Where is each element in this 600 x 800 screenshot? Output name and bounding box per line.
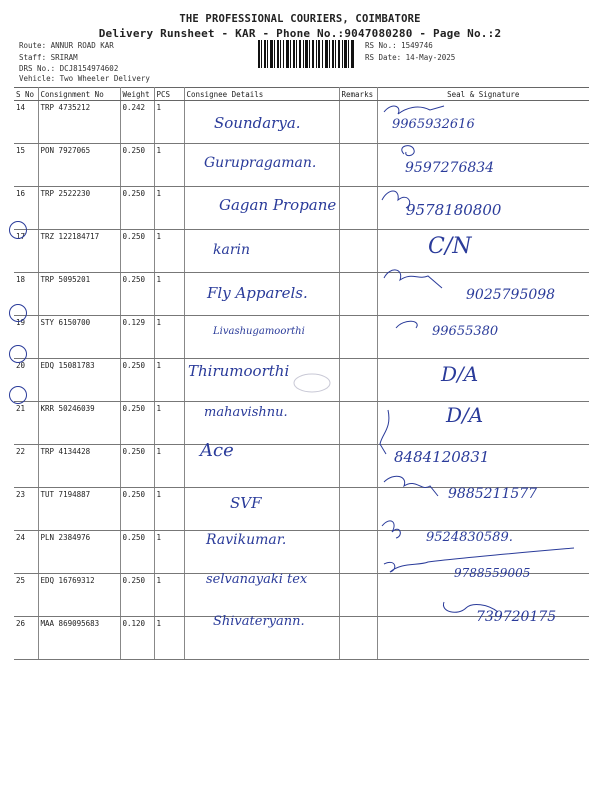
remarks-cell — [339, 187, 377, 230]
weight: 0.129 — [120, 316, 154, 359]
weight: 0.250 — [120, 187, 154, 230]
sno: 21 — [14, 402, 38, 445]
pcs: 1 — [154, 359, 184, 402]
pcs: 1 — [154, 445, 184, 488]
sno: 26 — [14, 617, 38, 660]
handwritten-circle — [9, 304, 27, 322]
rs-date: RS Date: 14-May-2025 — [365, 53, 456, 62]
weight: 0.250 — [120, 230, 154, 273]
staff-label: Staff: SRIRAM — [19, 53, 78, 62]
consignment-no: TRP 2522230 — [38, 187, 120, 230]
handwritten-signature: D/A — [446, 403, 484, 427]
sno: 18 — [14, 273, 38, 316]
consignment-no: MAA 869095683 — [38, 617, 120, 660]
remarks-cell — [339, 574, 377, 617]
rs-number: RS No.: 1549746 — [365, 41, 433, 50]
consignment-no: TRP 4134428 — [38, 445, 120, 488]
sno: 23 — [14, 488, 38, 531]
sno: 14 — [14, 101, 38, 144]
consignee-cell — [184, 316, 339, 359]
vehicle-label: Vehicle: Two Wheeler Delivery — [19, 74, 150, 83]
consignment-no: PON 7927065 — [38, 144, 120, 187]
handwritten-signature: 9578180800 — [406, 201, 502, 219]
handwritten-consignee: Thirumoorthi — [188, 362, 290, 380]
col-pcs: PCS — [154, 88, 184, 101]
consignment-no: TRP 4735212 — [38, 101, 120, 144]
handwritten-consignee: Gagan Propane — [219, 196, 337, 214]
col-signature: Seal & Signature — [377, 88, 589, 101]
remarks-cell — [339, 488, 377, 531]
sno: 22 — [14, 445, 38, 488]
pcs: 1 — [154, 101, 184, 144]
signature-scribbles — [378, 92, 590, 632]
consignment-no: EDQ 15081783 — [38, 359, 120, 402]
col-consignee: Consignee Details — [184, 88, 339, 101]
handwritten-signature: D/A — [441, 362, 479, 386]
pcs: 1 — [154, 531, 184, 574]
pcs: 1 — [154, 144, 184, 187]
pcs: 1 — [154, 488, 184, 531]
remarks-cell — [339, 273, 377, 316]
handwritten-circle — [9, 345, 27, 363]
handwritten-signature: 739720175 — [476, 609, 557, 625]
consignee-cell — [184, 574, 339, 617]
consignee-cell — [184, 617, 339, 660]
handwritten-signature: C/N — [428, 234, 472, 259]
handwritten-consignee: Gurupragaman. — [204, 155, 317, 171]
pcs: 1 — [154, 273, 184, 316]
consignee-cell — [184, 144, 339, 187]
remarks-cell — [339, 617, 377, 660]
remarks-cell — [339, 359, 377, 402]
faint-stamp — [292, 372, 332, 394]
pcs: 1 — [154, 574, 184, 617]
drs-number: DRS No.: DCJ8154974602 — [19, 64, 119, 73]
company-title: THE PROFESSIONAL COURIERS, COIMBATORE — [179, 13, 421, 25]
handwritten-signature: 9788559005 — [454, 566, 531, 580]
consignment-no: EDQ 16769312 — [38, 574, 120, 617]
sno: 17 — [14, 230, 38, 273]
consignment-no: TRZ 122184717 — [38, 230, 120, 273]
handwritten-consignee: karin — [213, 242, 251, 258]
handwritten-signature: 8484120831 — [394, 448, 490, 466]
consignee-cell — [184, 273, 339, 316]
route-label: Route: ANNUR ROAD KAR — [19, 41, 114, 50]
handwritten-consignee: selvanayaki tex — [206, 572, 308, 587]
remarks-cell — [339, 101, 377, 144]
weight: 0.250 — [120, 574, 154, 617]
remarks-cell — [339, 144, 377, 187]
remarks-cell — [339, 230, 377, 273]
handwritten-signature: 9597276834 — [405, 160, 495, 176]
handwritten-circle — [9, 221, 27, 239]
handwritten-signature: 9965932616 — [392, 117, 475, 132]
weight: 0.120 — [120, 617, 154, 660]
consignee-cell — [184, 531, 339, 574]
pcs: 1 — [154, 316, 184, 359]
weight: 0.242 — [120, 101, 154, 144]
consignment-no: TUT 7194887 — [38, 488, 120, 531]
handwritten-consignee: Ace — [200, 440, 234, 461]
handwritten-consignee: Ravikumar. — [206, 532, 287, 548]
col-sno: S No — [14, 88, 38, 101]
handwritten-signature: 99655380 — [432, 324, 499, 339]
weight: 0.250 — [120, 488, 154, 531]
runsheet-title: Delivery Runsheet - KAR - Phone No.:9047080280 - Page No.:2 — [98, 27, 502, 40]
consignment-no: KRR 50246039 — [38, 402, 120, 445]
sno: 24 — [14, 531, 38, 574]
weight: 0.250 — [120, 359, 154, 402]
consignee-cell — [184, 230, 339, 273]
pcs: 1 — [154, 230, 184, 273]
weight: 0.250 — [120, 445, 154, 488]
consignee-cell — [184, 445, 339, 488]
pcs: 1 — [154, 617, 184, 660]
remarks-cell — [339, 445, 377, 488]
weight: 0.250 — [120, 144, 154, 187]
remarks-cell — [339, 402, 377, 445]
sno: 16 — [14, 187, 38, 230]
weight: 0.250 — [120, 273, 154, 316]
sno: 19 — [14, 316, 38, 359]
consignee-cell — [184, 488, 339, 531]
consignee-cell — [184, 402, 339, 445]
handwritten-circle — [9, 386, 27, 404]
consignment-no: PLN 2384976 — [38, 531, 120, 574]
sno: 20 — [14, 359, 38, 402]
handwritten-consignee: Livashugamoorthi — [213, 326, 305, 337]
col-remarks: Remarks — [339, 88, 377, 101]
remarks-cell — [339, 531, 377, 574]
consignee-cell — [184, 101, 339, 144]
handwritten-consignee: Soundarya. — [214, 114, 301, 132]
handwritten-signature: 9885211577 — [448, 486, 538, 502]
col-consignment: Consignment No — [38, 88, 120, 101]
consignee-cell — [184, 187, 339, 230]
weight: 0.250 — [120, 531, 154, 574]
col-weight: Weight — [120, 88, 154, 101]
handwritten-consignee: Shivateryann. — [213, 614, 305, 629]
pcs: 1 — [154, 187, 184, 230]
remarks-cell — [339, 316, 377, 359]
handwritten-signature: 9524830589. — [426, 530, 513, 545]
handwritten-signature: 9025795098 — [466, 287, 556, 303]
handwritten-consignee: SVF — [230, 494, 262, 512]
handwritten-consignee: Fly Apparels. — [207, 284, 308, 302]
consignment-no: TRP 5095201 — [38, 273, 120, 316]
handwritten-consignee: mahavishnu. — [204, 405, 288, 420]
sno: 25 — [14, 574, 38, 617]
barcode — [258, 40, 354, 68]
pcs: 1 — [154, 402, 184, 445]
consignment-no: STY 6150700 — [38, 316, 120, 359]
weight: 0.250 — [120, 402, 154, 445]
sno: 15 — [14, 144, 38, 187]
